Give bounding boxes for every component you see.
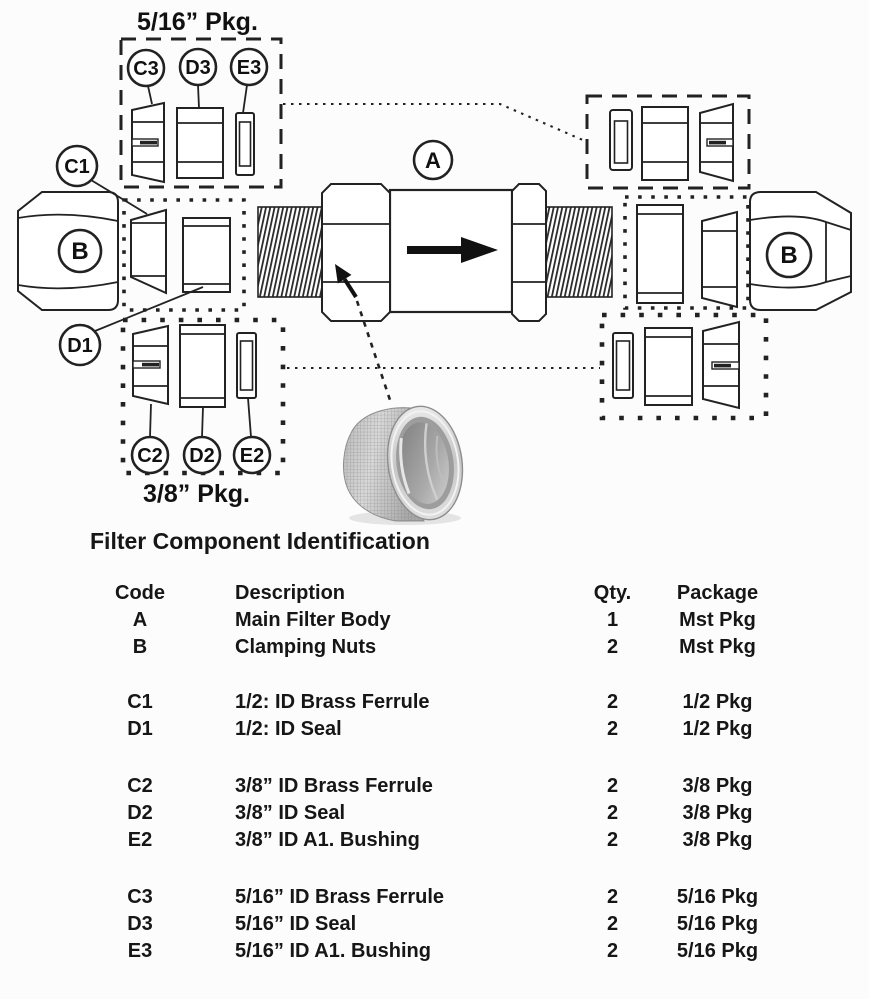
bushing-38-right: [613, 333, 633, 398]
ferrule-c1: [131, 210, 166, 293]
callout-d3: [180, 49, 216, 85]
pkg-516-title: 5/16” Pkg.: [137, 8, 258, 36]
callout-b-left-label: B: [71, 238, 89, 265]
clamping-nut-left: [18, 192, 118, 310]
ferrule-12-right: [702, 212, 737, 307]
ferrule-516-right: [700, 104, 733, 181]
callout-b-right-label: B: [780, 242, 798, 269]
table-row: D2 3/8” ID Seal 2 3/8 Pkg: [127, 802, 753, 824]
left-thread: [258, 207, 324, 297]
seal-12-right: [637, 205, 683, 303]
left-collar: [322, 184, 390, 321]
mesh-filter-photo: [344, 401, 470, 525]
table-header-row: [100, 580, 790, 607]
table-row: C3 5/16” ID Brass Ferrule 2 5/16 Pkg: [127, 886, 759, 908]
component-table: [100, 580, 790, 965]
table-row: D3 5/16” ID Seal 2 5/16 Pkg: [127, 913, 759, 935]
callout-d1: [60, 325, 100, 365]
main-filter-body: [258, 184, 612, 321]
seal-d3: [177, 108, 223, 178]
ferrule-c2: [133, 326, 168, 404]
table-row: C2 3/8” ID Brass Ferrule 2 3/8 Pkg: [127, 775, 753, 797]
svg-text:C2: C2: [137, 445, 163, 467]
ferrule-38-right: [703, 322, 739, 408]
seal-d2: [180, 325, 225, 407]
table-row: B Clamping Nuts 2 Mst Pkg: [132, 636, 756, 658]
section-title: Filter Component Identification: [90, 528, 430, 554]
ferrule-c3: [132, 103, 164, 182]
callout-c3: [128, 50, 164, 86]
seal-516-right: [642, 107, 688, 180]
svg-text:D1: D1: [67, 335, 93, 357]
pkg-38-title: 3/8” Pkg.: [143, 480, 250, 508]
callout-c1: [57, 146, 97, 186]
callout-d2: [184, 437, 220, 473]
table-row: E3 5/16” ID A1. Bushing 2 5/16 Pkg: [127, 940, 759, 962]
svg-text:D2: D2: [189, 445, 215, 467]
bushing-e3: [236, 113, 254, 175]
table-row: D1 1/2: ID Seal 2 1/2 Pkg: [127, 718, 753, 740]
clamping-nut-right: [750, 192, 851, 310]
seal-d1: [183, 218, 230, 292]
right-collar: [512, 184, 546, 321]
header-package: Package: [676, 582, 759, 604]
header-code: Code: [115, 582, 165, 604]
callout-e3: [231, 49, 267, 85]
svg-text:C3: C3: [133, 58, 159, 80]
table-row: A Main Filter Body 1 Mst Pkg: [132, 609, 756, 631]
callout-a: [414, 141, 452, 179]
seal-38-right: [645, 328, 692, 405]
right-thread: [540, 207, 612, 297]
svg-text:E2: E2: [239, 445, 265, 467]
table-row: C1 1/2: ID Brass Ferrule 2 1/2 Pkg: [127, 691, 753, 713]
header-description: Description: [235, 582, 346, 604]
callout-c2: [132, 437, 168, 473]
svg-text:D3: D3: [185, 57, 211, 79]
svg-text:A: A: [425, 148, 441, 173]
leader-516-boxes: [283, 104, 585, 141]
callout-e2: [234, 437, 270, 473]
table-row: E2 3/8” ID A1. Bushing 2 3/8 Pkg: [127, 829, 753, 851]
svg-text:C1: C1: [64, 156, 90, 178]
header-qty: Qty.: [593, 582, 632, 604]
svg-text:E3: E3: [236, 57, 262, 79]
bushing-516-right: [610, 110, 632, 170]
bushing-e2: [237, 333, 256, 398]
